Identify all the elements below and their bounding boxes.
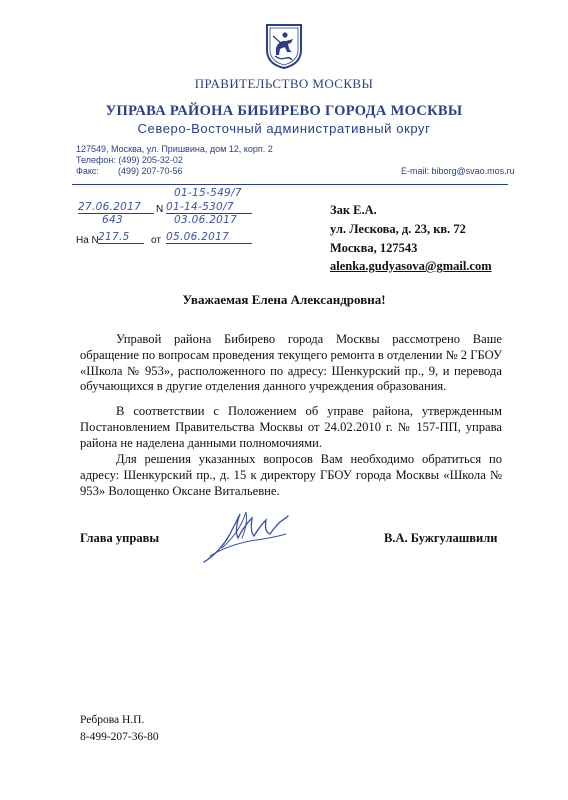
org-address: 127549, Москва, ул. Пришвина, дом 12, корп. 2: [76, 144, 273, 154]
reply-to-label: На N: [76, 235, 99, 246]
moscow-coat-of-arms-emblem: [264, 22, 304, 70]
reply-from-label: от: [151, 235, 161, 246]
signer-name: В.А. Бужгулашвили: [384, 531, 498, 545]
registration-number: 01-14-530/7: [166, 201, 252, 214]
recipient-city: Москва, 127543: [330, 241, 418, 255]
executor-name: Реброва Н.П.: [80, 714, 145, 726]
recipient-name: Зак Е.А.: [330, 203, 377, 217]
registration-number-top: 01-15-549/7: [174, 187, 242, 199]
body-paragraph: Для решения указанных вопросов Вам необходимо обратиться по адресу: Шенкурский пр., д. 15 к директору ГБОУ города Москвы «Школа № 953» Волощенко Оксане Витальевне.: [80, 452, 502, 498]
org-phone: Телефон: (499) 205-32-02: [76, 155, 183, 165]
org-email: E-mail: biborg@svao.mos.ru: [401, 166, 515, 176]
handwritten-signature-image: [200, 504, 292, 570]
body-paragraph: В соответствии с Положением об управе района, утвержденным Постановлением Правительства Москвы от 24.02.2010 г. № 157-ПП, управа района не наделена данными полномочиями.: [80, 404, 502, 450]
incoming-reference-date: 03.06.2017: [174, 214, 238, 226]
reply-to-number: 217.5: [98, 231, 144, 244]
recipient-street: ул. Лескова, д. 23, кв. 72: [330, 222, 466, 236]
registration-date: 27.06.2017: [78, 201, 154, 214]
org-fax: (499) 207-70-56: [118, 166, 183, 176]
incoming-reference-number: 643: [102, 214, 123, 226]
body-paragraph: Управой района Бибирево города Москвы рассмотрено Ваше обращение по вопросам проведения текущего ремонта в отделении № 2 ГБОУ «Школа № 953», расположенного по адресу: Шенкурский пр., 9, и перевода обучающихся в другие отделения данного учреждения образования.: [80, 332, 502, 394]
registration-number-prefix: N: [156, 204, 164, 215]
recipient-email: alenka.gudyasova@gmail.com: [330, 259, 492, 273]
reply-from-date: 05.06.2017: [166, 231, 252, 244]
executor-phone: 8-499-207-36-80: [80, 731, 159, 743]
signer-title: Глава управы: [80, 531, 160, 545]
organization-heading: УПРАВА РАЙОНА БИБИРЕВО ГОРОДА МОСКВЫ: [105, 103, 463, 119]
letterhead-divider: [72, 184, 508, 185]
greeting: Уважаемая Елена Александровна!: [182, 292, 386, 307]
district-heading: Северо-Восточный административный округ: [137, 121, 431, 136]
org-fax-label: Факс:: [76, 166, 99, 176]
government-heading: ПРАВИТЕЛЬСТВО МОСКВЫ: [194, 76, 374, 91]
